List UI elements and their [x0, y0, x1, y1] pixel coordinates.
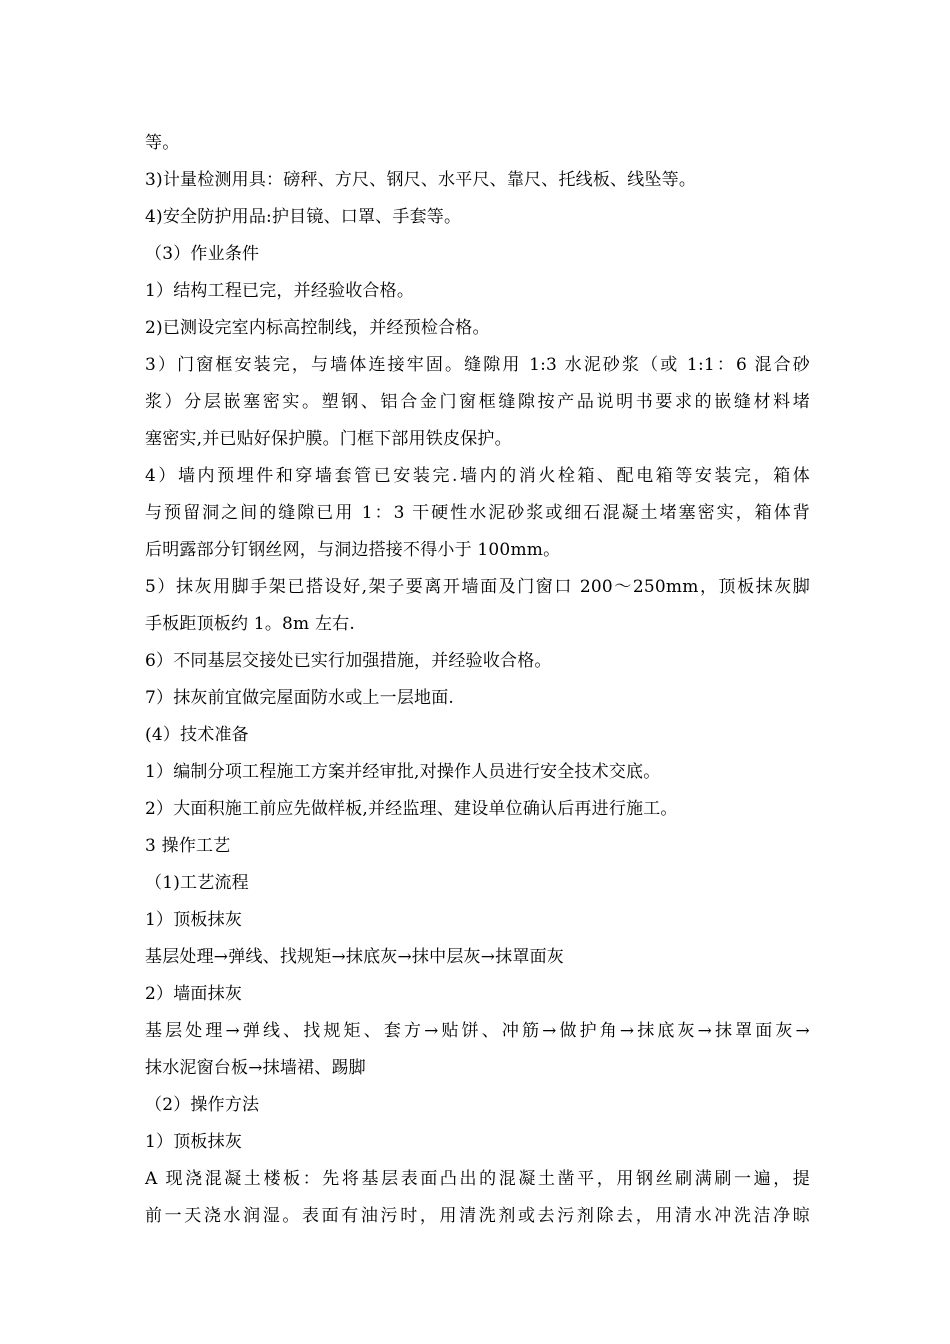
- text-line: 1）编制分项工程施工方案并经审批,对操作人员进行安全技术交底。: [145, 762, 661, 782]
- text-line: 前一天浇水润湿。表面有油污时，用清洗剂或去污剂除去，用清水冲洗洁净晾: [145, 1206, 810, 1226]
- text-line: 1）顶板抹灰: [145, 1132, 243, 1152]
- section-heading: (4）技术准备: [145, 725, 249, 745]
- text-line: 手板距顶板约 1。8m 左右.: [145, 614, 355, 634]
- text-line: 2)已测设完室内标高控制线，并经预检合格。: [145, 318, 490, 338]
- section-heading: （1)工艺流程: [145, 873, 249, 893]
- text-line: 1）顶板抹灰: [145, 910, 243, 930]
- text-line: 基层处理→弹线、找规矩→抹底灰→抹中层灰→抹罩面灰: [145, 947, 564, 967]
- section-heading: （2）操作方法: [145, 1095, 260, 1115]
- text-line: 抹水泥窗台板→抹墙裙、踢脚: [145, 1058, 366, 1078]
- text-line: 1）结构工程已完，并经验收合格。: [145, 281, 415, 301]
- text-line: 塞密实,并已贴好保护膜。门框下部用铁皮保护。: [145, 429, 512, 449]
- text-line: 3）门窗框安装完，与墙体连接牢固。缝隙用 1:3 水泥砂浆（或 1:1：6 混合砂: [145, 355, 810, 375]
- text-line: 2）大面积施工前应先做样板,并经监理、建设单位确认后再进行施工。: [145, 799, 678, 819]
- text-line: 4）墙内预埋件和穿墙套管已安装完.墙内的消火栓箱、配电箱等安装完，箱体: [145, 466, 810, 486]
- text-line: 与预留洞之间的缝隙已用 1：3 干硬性水泥砂浆或细石混凝土堵塞密实，箱体背: [145, 503, 810, 523]
- section-heading: （3）作业条件: [145, 244, 260, 264]
- text-line: 7）抹灰前宜做完屋面防水或上一层地面.: [145, 688, 455, 708]
- document-body: [145, 125, 810, 1235]
- section-heading: 3 操作工艺: [145, 836, 231, 856]
- text-line: 3)计量检测用具：磅秤、方尺、钢尺、水平尺、靠尺、托线板、线坠等。: [145, 170, 697, 190]
- text-line: 4)安全防护用品:护目镜、口罩、手套等。: [145, 207, 462, 227]
- text-line: 等。: [145, 133, 180, 153]
- text-line: 5）抹灰用脚手架已搭设好,架子要离开墙面及门窗口 200～250mm，顶板抹灰脚: [145, 577, 810, 597]
- text-line: 2）墙面抹灰: [145, 984, 243, 1004]
- text-line: A 现浇混凝土楼板：先将基层表面凸出的混凝土凿平，用钢丝刷满刷一遍，提: [145, 1169, 810, 1189]
- text-line: 后明露部分钉钢丝网，与洞边搭接不得小于 100mm。: [145, 540, 561, 560]
- text-line: 6）不同基层交接处已实行加强措施，并经验收合格。: [145, 651, 552, 671]
- text-line: 基层处理→弹线、找规矩、套方→贴饼、冲筋→做护角→抹底灰→抹罩面灰→: [145, 1021, 810, 1041]
- text-line: 浆）分层嵌塞密实。塑钢、铝合金门窗框缝隙按产品说明书要求的嵌缝材料堵: [145, 392, 810, 412]
